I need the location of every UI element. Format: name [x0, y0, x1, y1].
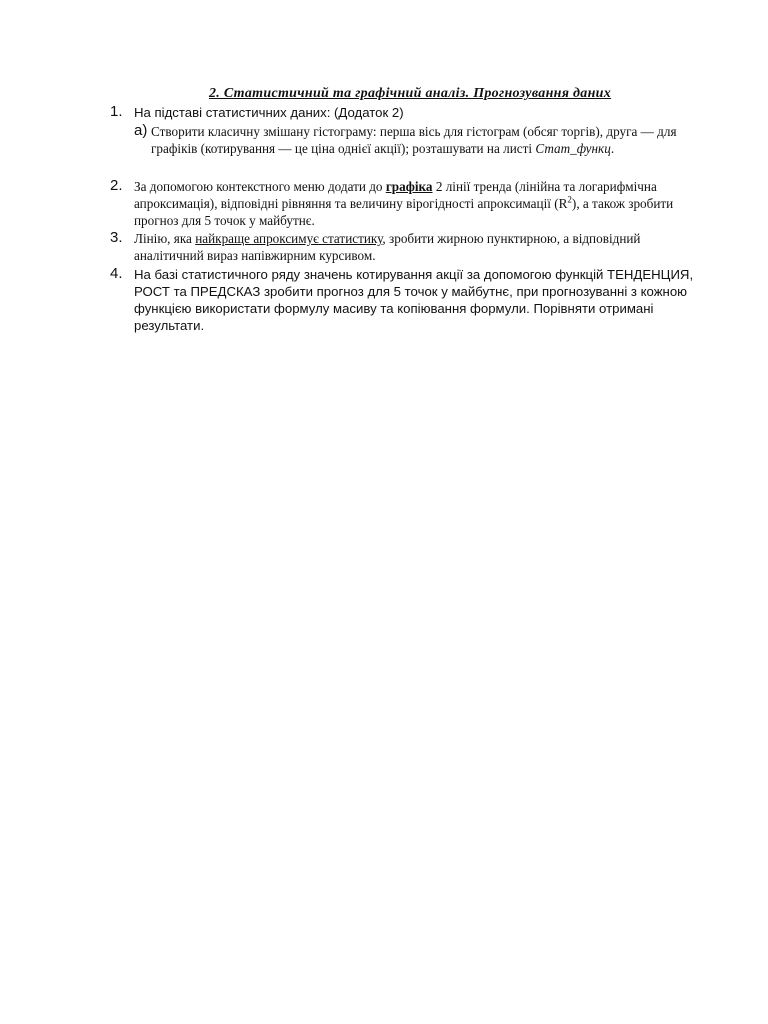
item-2-part3: ), а також зробити прогноз для 5 точок у майбутнє. — [134, 196, 674, 228]
list-item-number: 4. — [110, 265, 123, 282]
list-item-number: 1. — [110, 103, 123, 120]
underlined-phrase: найкраще апроксимує статистику — [195, 231, 383, 246]
sub-item-a — [134, 123, 700, 157]
sub-item-text — [151, 123, 700, 157]
list-item-text — [134, 178, 700, 229]
section-title-text: 2. Статистичний та графічний аналіз. Прогнозування даних — [208, 86, 612, 101]
list-item-number: 2. — [110, 177, 123, 194]
item-2-part2: 2 лінії тренда (лінійна та логарифмічна апроксимація), відповідні рівняння та величину вірогідності апроксимації (R — [134, 179, 657, 211]
list-item-2 — [110, 178, 700, 229]
item-1-intro: На підставі статистичних даних: (Додаток 2) — [134, 105, 404, 120]
list-item-text: На базі статистичного ряду значень котирування акції за допомогою функцій ТЕНДЕНЦИЯ, РОСТ та ПРЕДСКАЗ зробити прогноз для 5 точок у майбутнє, при прогнозуванні з кожною функцією використати формулу масиву та копіювання формули. Порівняти отримані результати. — [134, 267, 694, 333]
list-item-1 — [110, 104, 700, 157]
section-title — [0, 86, 768, 102]
bold-underlined-word: графіка — [385, 179, 433, 194]
list-item-text — [134, 104, 700, 121]
item-3-part2: , зробити жирною пунктирною, а відповідний аналітичний вираз напівжирним курсивом. — [134, 231, 641, 263]
sub-item-letter: а) — [134, 122, 148, 139]
list-item-text — [134, 230, 700, 264]
sheet-name: Стат_функц — [535, 141, 611, 156]
sub-item-end: . — [610, 141, 615, 156]
superscript: 2 — [567, 194, 572, 205]
item-3-part1: Лінію, яка — [134, 231, 196, 246]
list-item-4 — [110, 266, 700, 334]
sub-item-body: Створити класичну змішану гістограму: перша вісь для гістограм (обсяг торгів), друга — для графіків (котирування — це ціна однієї акції); розташувати на листі — [151, 124, 677, 156]
item-2-part1: За допомогою контекстного меню додати до — [134, 179, 386, 194]
list-item-3 — [110, 230, 700, 264]
list-item-number: 3. — [110, 229, 123, 246]
